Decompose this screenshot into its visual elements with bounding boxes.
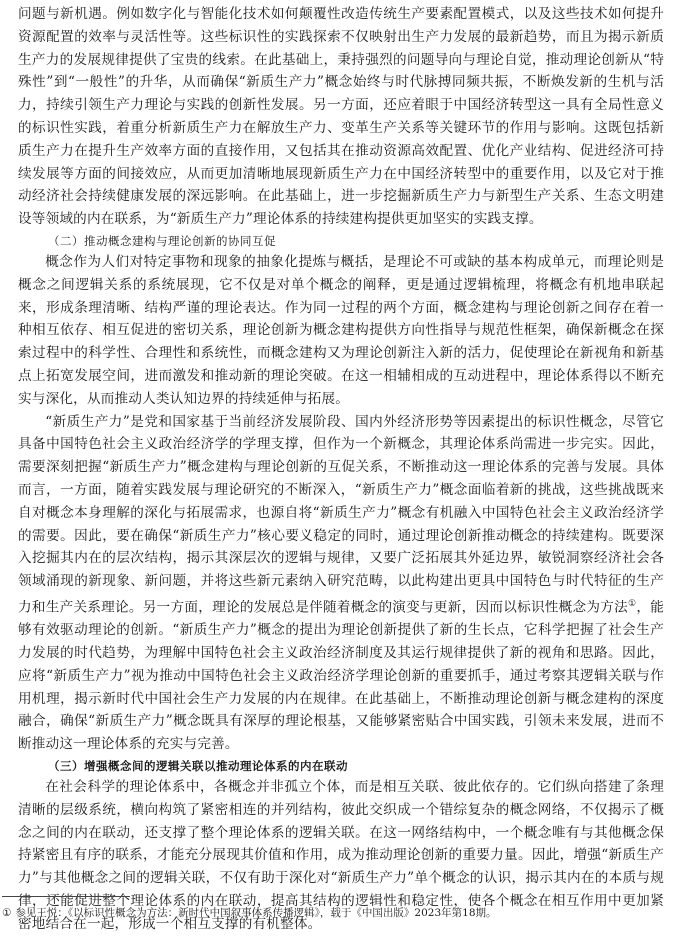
body-paragraph — [0, 411, 674, 756]
footnote — [2, 905, 662, 921]
body-paragraph: 在社会科学的理论体系中，各概念并非孤立个体，而是相互关联、彼此依存的。它们纵向搭建了条理清晰的层级系统，横向构筑了紧密相连的并列结构，彼此交织成一个错综复杂的概念网络，不仅揭示了概念之间的内在联动，还支撑了整个理论体系的逻辑关联。在这一网络结构中，一个概念唯有与其他概念保持紧密且有序的联系，才能充分展现其价值和作用，成为推动理论创新的重要力量。因此，增强“新质生产力”与其他概念之间的逻辑关联，不仅有助于深化对“新质生产力”单个概念的认识，揭示其内在的本质与规律，还能促进整个理论体系的内在联动，提高其结构的逻辑性和稳定性，使各个概念在相互作用中更加紧密地结合在一起，形成一个相互支撑的有机整体。 — [18, 779, 664, 932]
paragraph-text: “新质生产力”是党和国家基于当前经济发展阶段、国内外经济形势等因素提出的标识性概念，尽管它具备中国特色社会主义政治经济学的学理支撑，但作为一个新概念，其理论体系尚需进一步完实。因此，需要深刻把握“新质生产力”概念建构与理论创新的互促关系，不断推动这一理论体系的完善与发展。具体而言，一方面，随着实践发展与理论研究的不断深入，“新质生产力”概念面临着新的挑战，这些挑战既来自对概念本身理解的深化与拓展需求，也源自将“新质生产力”概念有机融入中国特色社会主义政治经济学的需要。因此，要在确保“新质生产力”核心要义稳定的同时，通过理论创新推动概念的持续建构。既要深入挖掘其内在的层次结构，揭示其深层次的逻辑与规律，又要广泛拓展其外延边界，敏锐洞察经济社会各领域涌现的新现象、新问题，并将这些新元素纳入研究范畴，以此构建出更具中国特色与时代特征的生产力和生产关系理论。另一方面，理论的发展总是伴随着概念的演变与更新，因而以标识性概念为方法 — [18, 413, 664, 616]
footnote-reference[interactable]: ① — [628, 598, 637, 609]
body-paragraph: 概念作为人们对特定事物和现象的抽象化提炼与概括，是理论不可或缺的基本构成单元，而理论则是概念之间逻辑关系的系统展现，它不仅是对单个概念的阐释，更是通过逻辑梳理，将概念有机地串联起来，形成条理清晰、结构严谨的理论表达。作为同一过程的两个方面，概念建构与理论创新之间存在着一种相互依存、相互促进的密切关系，理论创新为概念建构提供方向性指导与规范性框架，确保新概念在探索过程中的科学性、合理性和系统性，而概念建构又为理论创新注入新的活力，促使理论在新视角和新基点上拓宽发展空间，进而激发和推动新的理论突破。在这一相辅相成的互动进程中，理论体系得以不断充实与深化，从而推动人类认知边界的持续延伸与拓展。 — [18, 253, 664, 407]
section-heading: （三）增强概念间的逻辑关联以推动理论体系的内在联动 — [48, 759, 348, 774]
footnote-text: 参见王悦：《以标识性概念为方法：新时代中国叙事体系传播逻辑》，载于《中国出版》2023年第18期。 — [15, 907, 497, 919]
paragraph-text: ，能够有效驱动理论的创新。“新质生产力”概念的提出为理论创新提供了新的生长点，它科学把握了社会生产力发展的时代趋势，为理解中国特色社会主义政治经济制度及其运行规律提供了新的视角和思路。因此，应将“新质生产力”视为推动中国特色社会主义政治经济学理论创新的重要抓手，通过考察其逻辑关联与作用机理，揭示新时代中国社会生产力发展的内在规律。在此基础上，不断推动理论创新与概念建构的深度融合，确保“新质生产力”概念既具有深厚的理论根基，又能够紧密贴合中国实践，引领未来发展，进而不断推动这一理论体系的充实与完善。 — [18, 599, 665, 753]
footnote-divider — [2, 896, 130, 897]
body-paragraph: 问题与新机遇。例如数字化与智能化技术如何颠覆性改造传统生产要素配置模式，以及这些技术如何提升资源配置的效率与灵活性等。这些标识性的实践探索不仅映射出生产力发展的最新趋势，而且为揭示新质生产力的发展规律提供了宝贵的线索。在此基础上，秉持强烈的问题导向与理论自觉，推动理论创新从“特殊性”到“一般性”的升华，从而确保“新质生产力”概念始终与时代脉搏同频共振，不断焕发新的生机与活力，持续引领生产力理论与实践的创新性发展。另一方面，还应着眼于中国经济转型这一具有全局性意义的标识性实践，着重分析新质生产力在解放生产力、变革生产关系等关键环节的作用与影响。这既包括新质生产力在提升生产效率方面的直接作用，又包括其在推动资源高效配置、优化产业结构、促进经济可持续发展等方面的间接效应，从而更加清晰地展现新质生产力在中国经济转型中的重要作用，以及它对于推动经济社会持续健康发展的深远影响。在此基础上，进一步挖掘新质生产力与新型生产关系、生态文明建设等领域的内在联系，为“新质生产力”理论体系的持续建构提供更加坚实的实践支撑。 — [18, 6, 664, 228]
section-heading: （二）推动概念建构与理论创新的协同互促 — [48, 233, 276, 248]
footnote-marker: ① — [2, 907, 12, 919]
